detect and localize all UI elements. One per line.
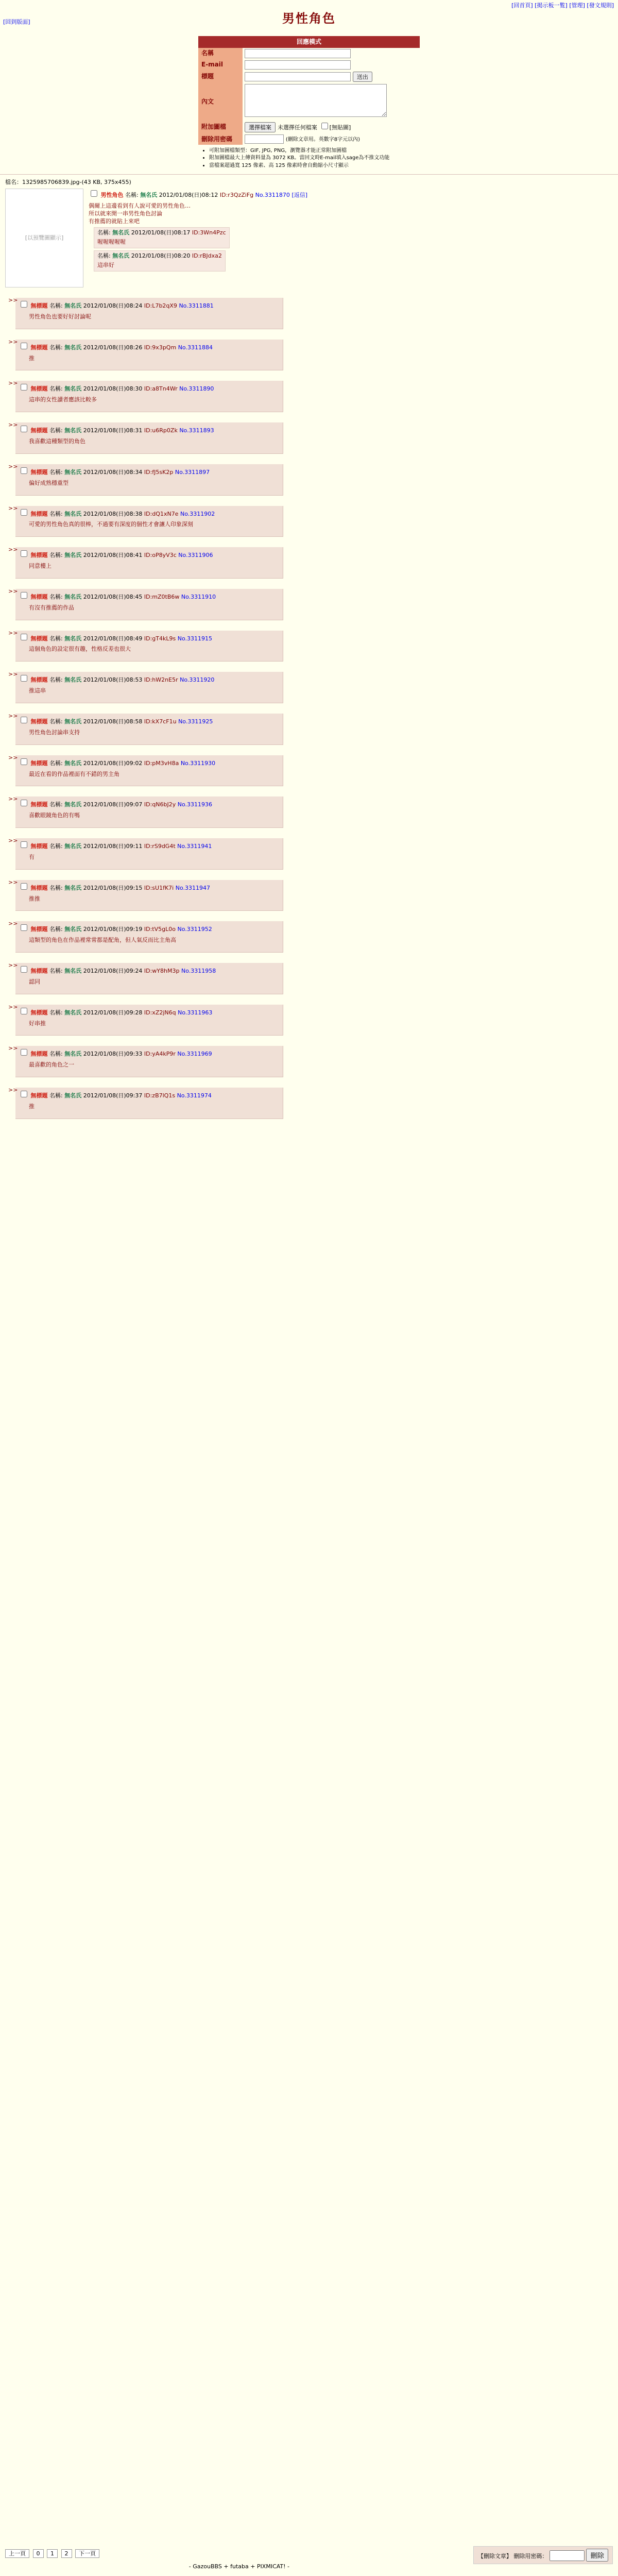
reply-id: ID:hW2nE5r [144,676,178,684]
form-header: 回應模式 [198,36,420,47]
reply-date: 2012/01/08(日)09:07 [83,801,143,808]
reply-meta: 無標題 名稱: 無名氏 2012/01/08(日)08:45 ID:mZ0tB6w No.3311910 [19,590,280,601]
reply-title: 無標題 [30,593,48,600]
reply-id: ID:mZ0tB6w [144,593,180,600]
reply-arrow: >> [8,297,18,304]
reply-delete-checkbox[interactable] [21,634,27,640]
reply-arrow: >> [8,754,18,761]
reply-list [5,295,613,1119]
board-title: 男性角色 [282,11,336,26]
reply-meta: 無標題 名稱: 無名氏 2012/01/08(日)09:24 ID:wY8hM3p No.3311958 [19,964,280,975]
reply-arrow: >> [8,421,18,429]
reply-post [15,340,283,371]
reply-delete-checkbox[interactable] [21,343,27,349]
reply-number-link[interactable]: No.3311969 [177,1050,212,1058]
reply-date: 2012/01/08(日)09:15 [83,884,143,891]
reply-post [15,672,283,703]
reply-wrap [5,586,613,620]
file-label: 附加圖檔 [198,120,243,133]
reply-date: 2012/01/08(日)08:26 [83,344,143,351]
reply-text: 可愛的男性角色真的很棒，不過要有深度的個性才會讓人印象深刻 [29,521,193,528]
reply-date: 2012/01/08(日)08:38 [83,510,143,517]
name-input[interactable] [245,49,351,58]
nested-reply-meta: 名稱: 無名氏 2012/01/08(日)08:20 ID:rBJdxa2 [97,252,222,260]
reply-date: 2012/01/08(日)09:24 [83,968,143,975]
op-line: 有推薦的就貼上來吧 [89,217,140,225]
reply-meta: 無標題 名稱: 無名氏 2012/01/08(日)08:53 ID:hW2nE5r No.3311920 [19,673,280,684]
reply-wrap [5,295,613,329]
reply-number-link[interactable]: No.3311884 [178,344,213,351]
reply-text: 有 [29,853,35,860]
delete-box [473,2546,613,2564]
reply-post [15,1088,283,1119]
reply-post [15,921,283,953]
reply-meta: 無標題 名稱: 無名氏 2012/01/08(日)08:30 ID:a8Tn4Wr No.3311890 [19,382,280,393]
thread [5,179,613,1119]
reply-name: 無名氏 [64,884,82,891]
nested-reply [94,227,230,248]
reply-title: 無標題 [30,843,48,850]
reply-id: ID:L7b2qX9 [144,302,177,310]
reply-date: 2012/01/08(日)08:49 [83,635,143,642]
reply-id: ID:dQ1xN7e [144,510,179,517]
op-number-link[interactable]: No.3311870 [255,192,290,199]
reply-text: 男性角色討論串支持 [29,728,80,736]
op-date: 2012/01/08(日)08:12 [159,192,218,199]
credit: - GazouBBS + futaba + PIXMICAT! - [188,2563,290,2570]
reply-id: ID:xZ2jN6q [144,1009,176,1016]
reply-delete-checkbox[interactable] [21,924,27,931]
reply-name: 無名氏 [64,510,82,517]
reply-post [15,838,283,870]
email-input[interactable] [245,60,351,70]
reply-meta: 無標題 名稱: 無名氏 2012/01/08(日)08:26 ID:9x3pQm No.3311884 [19,341,280,352]
reply-arrow: >> [8,546,18,553]
reply-post [15,506,283,537]
reply-name: 無名氏 [64,1092,82,1099]
reply-arrow: >> [8,1003,18,1010]
op-thumbnail[interactable] [5,189,83,287]
comment-textarea[interactable] [245,84,387,117]
reply-number-link[interactable]: No.3311925 [178,718,213,725]
reply-post [15,464,283,496]
nested-reply-name: 無名氏 [112,252,130,260]
reply-text: 好串推 [29,1020,46,1027]
reply-number-link[interactable]: No.3311974 [177,1092,212,1099]
reply-number-link[interactable]: No.3311902 [180,510,215,517]
reply-text: 有沒有推薦的作品 [29,604,74,611]
reply-text: 這個角色的設定很有趣，性格反差也很大 [29,646,131,653]
reply-date: 2012/01/08(日)08:24 [83,302,143,310]
reply-meta: 無標題 名稱: 無名氏 2012/01/08(日)08:41 ID:oP8yV3c No.3311906 [19,549,280,560]
reply-number-link[interactable]: No.3311952 [177,926,212,933]
reply-arrow: >> [8,587,18,595]
nested-reply-id: ID:rBJdxa2 [192,252,222,260]
noimage-label: [無貼圖] [329,124,351,131]
reply-title: 無標題 [30,635,48,642]
reply-text: 我喜歡這種類型的角色 [29,438,85,445]
reply-date: 2012/01/08(日)08:34 [83,468,143,476]
reply-title: 無標題 [30,884,48,891]
reply-post [15,422,283,454]
reply-text: 這串的女性讀者應該比較多 [29,396,97,403]
reply-date: 2012/01/08(日)08:58 [83,718,143,725]
reply-post [15,714,283,745]
reply-wrap [5,628,613,662]
reply-post [15,796,283,828]
reply-date: 2012/01/08(日)08:45 [83,593,143,600]
nested-reply-text: 這串好 [97,262,114,269]
reply-wrap [5,461,613,496]
reply-delete-checkbox[interactable] [21,1049,27,1056]
reply-title: 無標題 [30,1009,48,1016]
reply-meta: 無標題 名稱: 無名氏 2012/01/08(日)08:49 ID:gT4kL9s No.3311915 [19,632,280,643]
reply-id: ID:gT4kL9s [144,635,176,642]
page-footer [5,2546,613,2571]
reply-date: 2012/01/08(日)09:11 [83,843,143,850]
reply-name: 無名氏 [64,1050,82,1058]
reply-name: 無名氏 [64,385,82,393]
reply-meta: 無標題 名稱: 無名氏 2012/01/08(日)09:37 ID:zB7lQ1s No.3311974 [19,1089,280,1100]
reply-delete-checkbox[interactable] [21,675,27,682]
op-line: 偶爾上這邊看到有人說可愛的男性角色… [89,202,191,209]
reply-name: 無名氏 [64,1009,82,1016]
reply-meta: 無標題 名稱: 無名氏 2012/01/08(日)08:38 ID:dQ1xN7e No.3311902 [19,507,280,518]
reply-delete-checkbox[interactable] [21,384,27,391]
reply-delete-checkbox[interactable] [21,467,27,474]
reply-date: 2012/01/08(日)09:02 [83,759,143,767]
reply-number-link[interactable]: No.3311947 [175,884,210,891]
reply-number-link[interactable]: No.3311906 [178,552,213,559]
back-to-board-link[interactable]: [回到版面] [3,19,30,25]
reply-name: 無名氏 [64,718,82,725]
reply-date: 2012/01/08(日)09:33 [83,1050,143,1058]
reply-title: 無標題 [30,759,48,767]
reply-arrow: >> [8,1087,18,1094]
reply-wrap [5,669,613,703]
reply-arrow: >> [8,338,18,345]
reply-title: 無標題 [30,1050,48,1058]
reply-arrow: >> [8,671,18,678]
file-status: 未選擇任何檔案 [277,124,317,131]
reply-number-link[interactable]: No.3311910 [181,593,216,600]
delete-title: 【刪除文章】 [477,2553,512,2560]
reply-text: 推 [29,1103,35,1110]
nested-reply-text: 喔喔喔喔喔 [97,239,126,246]
reply-arrow: >> [8,878,18,886]
nav-home-link[interactable]: [回首頁] [511,2,533,9]
reply-text: 喜歡眼鏡角色的有嗎 [29,812,80,819]
delete-button[interactable]: 刪除 [586,2549,608,2562]
reply-post [15,963,283,994]
reply-name: 無名氏 [64,468,82,476]
reply-text: 這類型的角色在作品裡常常都是配角，但人氣反而比主角高 [29,937,176,944]
reply-id: ID:a8Tn4Wr [144,385,178,393]
reply-text: 男性角色也要好好討論呢 [29,313,91,320]
op-reply-link[interactable]: [返信] [291,192,308,199]
reply-arrow: >> [8,795,18,803]
reply-delete-checkbox[interactable] [21,592,27,599]
reply-id: ID:9x3pQm [144,344,177,351]
top-nav [511,2,614,10]
reply-date: 2012/01/08(日)09:28 [83,1009,143,1016]
reply-text: 最近在看的作品裡面有不錯的男主角 [29,770,119,777]
reply-title: 無標題 [30,926,48,933]
reply-meta: 無標題 名稱: 無名氏 2012/01/08(日)08:34 ID:fJ5sK2p No.3311897 [19,466,280,477]
reply-name: 無名氏 [64,593,82,600]
reply-delete-checkbox[interactable] [21,800,27,806]
reply-post [15,1046,283,1077]
password-label: 刪除用密碼 [198,133,243,145]
reply-text: 推這串 [29,687,46,694]
delete-password-input[interactable] [550,2550,585,2561]
reply-number-link[interactable]: No.3311963 [178,1009,213,1016]
reply-text: 偏好成熟穩重型 [29,479,68,486]
nav-boards-link[interactable]: [掲示板一覧] [535,2,568,9]
reply-title: 無標題 [30,302,48,310]
reply-name: 無名氏 [64,801,82,808]
reply-meta: 無標題 名稱: 無名氏 2012/01/08(日)09:02 ID:pM3vH8a No.3311930 [19,757,280,768]
reply-meta: 無標題 名稱: 無名氏 2012/01/08(日)09:19 ID:tV5gL0o No.3311952 [19,923,280,934]
reply-arrow: >> [8,629,18,636]
reply-wrap [5,710,613,745]
reply-meta: 無標題 名稱: 無名氏 2012/01/08(日)08:31 ID:u6Rp0Zk No.3311893 [19,424,280,435]
pager-page[interactable]: 1 [47,2549,58,2558]
reply-arrow: >> [8,1045,18,1052]
nested-reply-id: ID:3Wn4Pzc [192,229,226,236]
divider [0,174,618,175]
reply-wrap [5,1043,613,1077]
reply-name: 無名氏 [64,302,82,310]
reply-delete-checkbox[interactable] [21,717,27,723]
reply-id: ID:u6Rp0Zk [144,427,178,434]
reply-wrap [5,503,613,537]
rule-item: • 當檔案超過寬 125 像素、高 125 像素時會自動縮小尺寸顯示 [209,162,419,170]
reply-wrap [5,960,613,994]
reply-arrow: >> [8,962,18,969]
op-subject: 男性角色 [100,192,124,199]
rule-item: • 附加圖檔最大上傳資料量為 3072 KB。當回文時E-mail填入sage為不推文功能 [209,155,419,162]
reply-arrow: >> [8,712,18,719]
pager-page[interactable]: 2 [61,2549,72,2558]
reply-number-link[interactable]: No.3311881 [179,302,214,310]
nested-reply-name: 無名氏 [112,229,130,236]
name-label: 名稱 [198,48,243,59]
reply-title: 無標題 [30,801,48,808]
posting-rules [202,147,419,170]
nav-admin-link[interactable]: [管理] [569,2,585,9]
reply-name: 無名氏 [64,926,82,933]
reply-name: 無名氏 [64,344,82,351]
reply-number-link[interactable]: No.3311893 [179,427,214,434]
reply-delete-checkbox[interactable] [21,966,27,973]
thumbnail-caption: [以預覽圖顯示] [25,234,64,241]
reply-date: 2012/01/08(日)08:30 [83,385,143,393]
rule-item: • 可附加圖檔類型：GIF, JPG, PNG，瀏覽器才能正常附加圖檔 [209,147,419,155]
noimage-option[interactable] [319,124,351,131]
reply-text: 推推 [29,895,40,902]
reply-arrow: >> [8,463,18,470]
reply-arrow: >> [8,380,18,387]
reply-title: 無標題 [30,718,48,725]
reply-name: 無名氏 [64,427,82,434]
reply-delete-checkbox[interactable] [21,1091,27,1097]
reply-wrap [5,835,613,870]
reply-id: ID:fJ5sK2p [144,468,174,476]
reply-meta: 無標題 名稱: 無名氏 2012/01/08(日)09:33 ID:yA4kP9r No.3311969 [19,1047,280,1058]
reply-name: 無名氏 [64,843,82,850]
reply-name: 無名氏 [64,759,82,767]
reply-delete-checkbox[interactable] [21,426,27,432]
email-label: E-mail [198,59,243,71]
reply-post [15,381,283,412]
reply-title: 無標題 [30,968,48,975]
pager-page[interactable]: 0 [33,2549,44,2558]
reply-title: 無標題 [30,385,48,393]
reply-wrap [5,419,613,454]
password-input[interactable] [245,134,284,144]
reply-number-link[interactable]: No.3311941 [177,843,212,850]
reply-arrow: >> [8,504,18,512]
reply-title: 無標題 [30,1092,48,1099]
reply-id: ID:sU1fK7i [144,884,174,891]
reply-text: 同意樓上 [29,563,52,570]
reply-text: 認同 [29,978,40,985]
reply-number-link[interactable]: No.3311890 [179,385,214,393]
reply-wrap [5,752,613,787]
op-line: 所以就來開一串男性角色討論 [89,210,162,217]
post-form [198,36,420,170]
reply-arrow: >> [8,920,18,927]
reply-arrow: >> [8,837,18,844]
reply-date: 2012/01/08(日)09:37 [83,1092,143,1099]
nav-rules-link[interactable]: [發文規則] [587,2,614,9]
subject-label: 標題 [198,71,243,83]
reply-title: 無標題 [30,344,48,351]
nested-reply-date: 2012/01/08(日)08:20 [131,252,191,260]
delete-password-label: 刪除用密碼： [513,2553,548,2560]
reply-wrap [5,918,613,953]
reply-number-link[interactable]: No.3311930 [180,759,216,767]
reply-delete-checkbox[interactable] [21,758,27,765]
reply-delete-checkbox[interactable] [21,883,27,890]
reply-title: 無標題 [30,676,48,684]
comment-label: 內文 [198,83,243,120]
op-meta: 男性角色 名稱: 無名氏 2012/01/08(日)08:12 ID:r3QzZiFg No.3311870 [返信] [89,189,307,199]
reply-wrap [5,544,613,579]
reply-meta: 無標題 名稱: 無名氏 2012/01/08(日)08:58 ID:kX7cF1u No.3311925 [19,715,280,726]
reply-id: ID:qN6bJ2y [144,801,176,808]
op-id: ID:r3QzZiFg [219,192,254,199]
reply-date: 2012/01/08(日)08:41 [83,552,143,559]
reply-meta: 無標題 名稱: 無名氏 2012/01/08(日)09:15 ID:sU1fK7i No.3311947 [19,882,280,892]
reply-number-link[interactable]: No.3311958 [181,968,216,975]
reply-post [15,1005,283,1036]
reply-delete-checkbox[interactable] [21,550,27,557]
reply-text: 推 [29,354,35,362]
reply-title: 無標題 [30,552,48,559]
reply-number-link[interactable]: No.3311897 [175,468,210,476]
reply-post [15,547,283,579]
reply-id: ID:oP8yV3c [144,552,177,559]
reply-id: ID:kX7cF1u [144,718,177,725]
pager-prev[interactable]: 上一頁 [5,2549,29,2558]
reply-delete-checkbox[interactable] [21,1008,27,1014]
reply-meta: 無標題 名稱: 無名氏 2012/01/08(日)09:07 ID:qN6bJ2y No.3311936 [19,798,280,809]
reply-post [15,755,283,787]
reply-number-link[interactable]: No.3311915 [177,635,213,642]
reply-post [15,298,283,329]
op-file-info: 檔名：1325985706839.jpg-(43 KB, 375x455) [5,179,131,186]
reply-name: 無名氏 [64,676,82,684]
reply-title: 無標題 [30,427,48,434]
reply-meta: 無標題 名稱: 無名氏 2012/01/08(日)09:28 ID:xZ2jN6q No.3311963 [19,1006,280,1017]
reply-post [15,880,283,911]
nested-reply-meta: 名稱: 無名氏 2012/01/08(日)08:17 ID:3Wn4Pzc [97,229,226,236]
subject-input[interactable] [245,72,351,81]
reply-date: 2012/01/08(日)08:31 [83,427,143,434]
reply-id: ID:pM3vH8a [144,759,179,767]
choose-file-button[interactable]: 選擇檔案 [245,122,276,132]
reply-post [15,631,283,662]
reply-name: 無名氏 [64,552,82,559]
reply-name: 無名氏 [64,635,82,642]
reply-name: 無名氏 [64,968,82,975]
reply-wrap [5,1084,613,1119]
reply-delete-checkbox[interactable] [21,841,27,848]
reply-date: 2012/01/08(日)09:19 [83,926,143,933]
reply-wrap [5,793,613,828]
reply-post [15,589,283,620]
reply-date: 2012/01/08(日)08:53 [83,676,143,684]
reply-text: 最喜歡的角色之一 [29,1061,74,1069]
op-text [89,202,307,226]
reply-wrap [5,336,613,371]
reply-id: ID:rS9dG4t [144,843,176,850]
left-nav [3,19,30,26]
reply-wrap [5,1002,613,1036]
reply-meta: 無標題 名稱: 無名氏 2012/01/08(日)08:24 ID:L7b2qX9 No.3311881 [19,299,280,310]
reply-id: ID:tV5gL0o [144,926,176,933]
pager-next[interactable]: 下一頁 [75,2549,99,2558]
reply-number-link[interactable]: No.3311920 [180,676,215,684]
op-delete-checkbox[interactable] [91,190,97,197]
reply-title: 無標題 [30,468,48,476]
reply-id: ID:wY8hM3p [144,968,180,975]
op-name: 無名氏 [140,192,158,199]
reply-title: 無標題 [30,510,48,517]
noimage-checkbox[interactable] [321,123,328,129]
password-hint: (刪除文章用。英數字8字元以內) [285,137,360,143]
reply-meta: 無標題 名稱: 無名氏 2012/01/08(日)09:11 ID:rS9dG4t No.3311941 [19,840,280,851]
submit-button[interactable]: 送出 [353,72,372,82]
nested-reply [94,250,226,272]
reply-id: ID:zB7lQ1s [144,1092,176,1099]
reply-number-link[interactable]: No.3311936 [177,801,213,808]
reply-delete-checkbox[interactable] [21,301,27,308]
nested-reply-date: 2012/01/08(日)08:17 [131,229,191,236]
reply-delete-checkbox[interactable] [21,509,27,516]
reply-id: ID:yA4kP9r [144,1050,176,1058]
reply-wrap [5,877,613,911]
reply-wrap [5,378,613,412]
